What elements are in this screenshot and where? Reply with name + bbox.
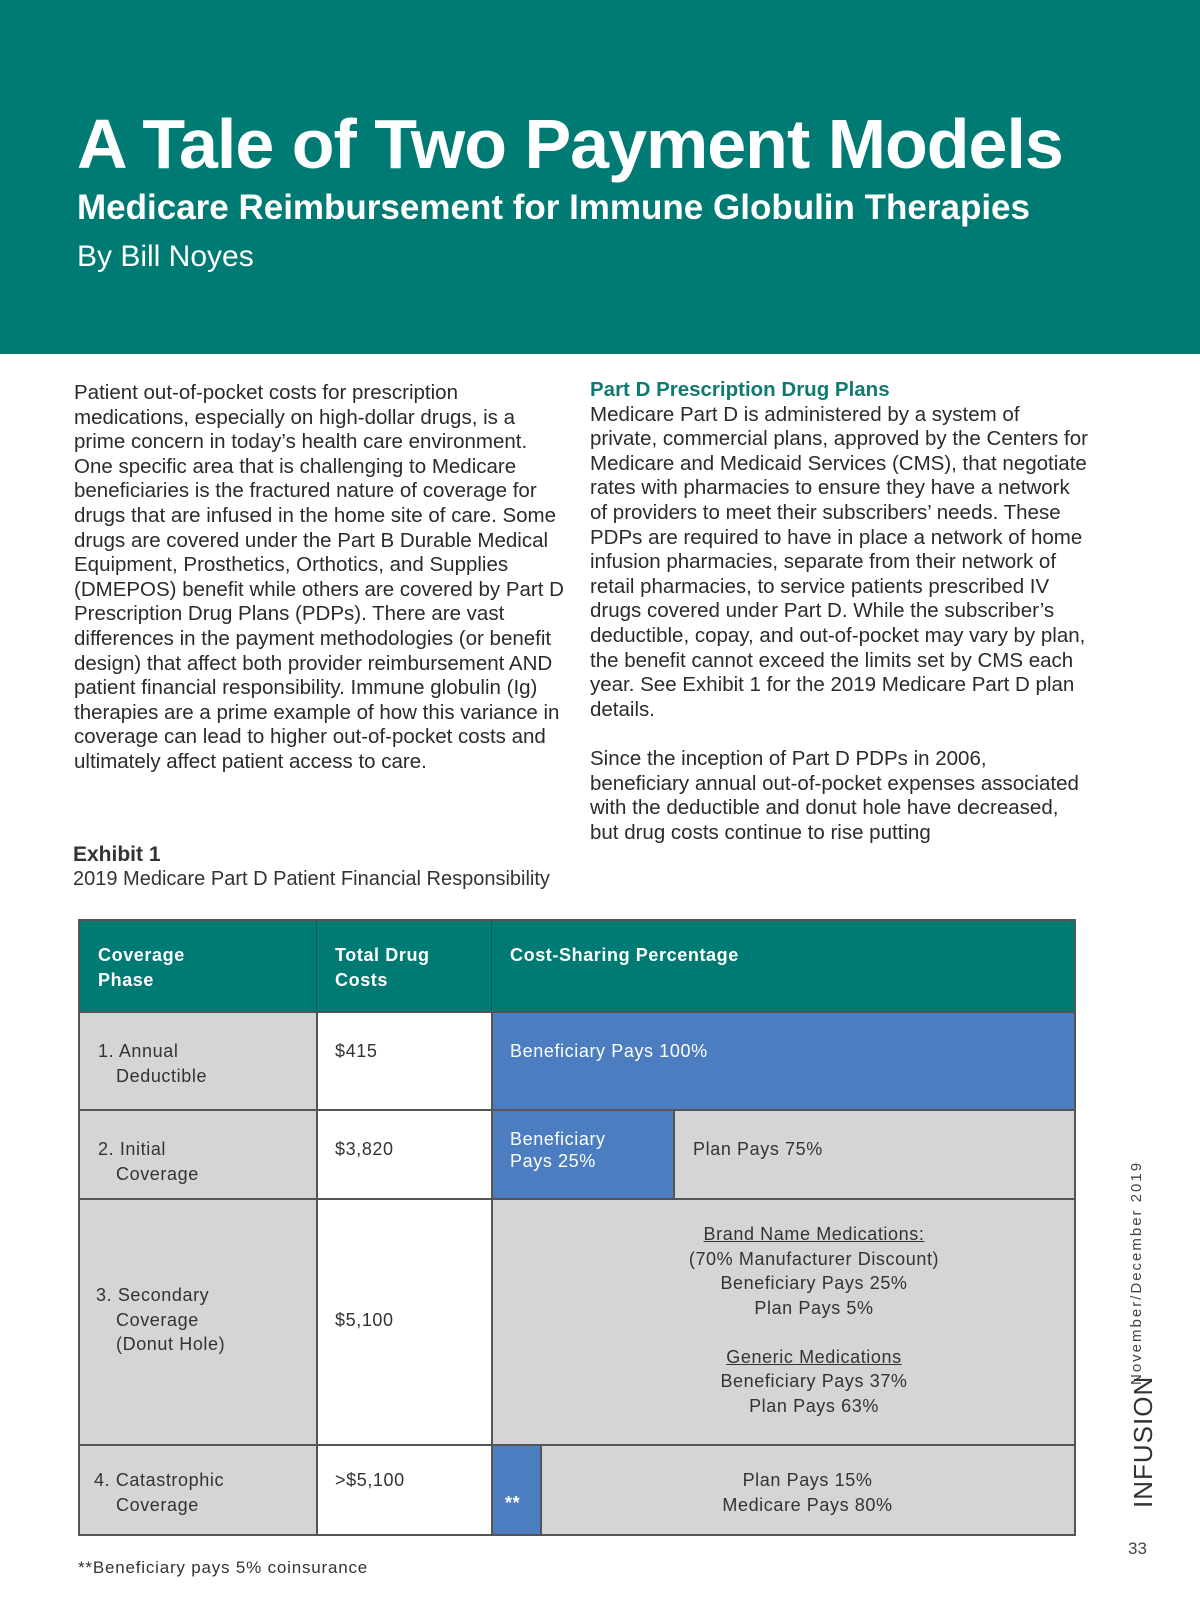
table-divider xyxy=(78,1444,1076,1446)
row3-cost-value: $5,100 xyxy=(335,1310,394,1330)
intro-paragraph: Patient out-of-pocket costs for prescription medications, especially on high-dollar drugs, is a prime concern in today’s health care environment. One specific area that is challenging to Medicare beneficiaries is the fractured nature of coverage for drugs that are infused in the home site of care. Some drugs are covered under the Part B Durable Medical Equipment, Prosthetics, Orthotics, and Supplies (DMEPOS) benefit while others are covered by Part D Prescription Drug Plans (PDPs). There are vast differences in the payment methodologies (or benefit design) that affect both provider reimbursement AND patient financial responsibility. Immune globulin (Ig) therapies are a prime example of how this variance in coverage can lead to higher out-of-pocket costs and ultimately affect patient access to care. xyxy=(74,381,564,773)
generic-plan-share: Plan Pays 63% xyxy=(749,1395,879,1416)
header-banner xyxy=(0,0,1200,354)
row3-phase-line2: Coverage xyxy=(116,1309,199,1330)
header-cost-sharing xyxy=(492,921,1074,1012)
byline: By Bill Noyes xyxy=(77,240,254,273)
page-title: A Tale of Two Payment Models xyxy=(77,105,1063,183)
row4-cost-value: >$5,100 xyxy=(335,1470,405,1490)
row1-share xyxy=(492,1013,1074,1110)
header-cost-line2: Costs xyxy=(335,969,389,990)
table-divider xyxy=(78,1198,1076,1200)
row1-cost xyxy=(317,1013,492,1110)
header-phase-line1: Coverage xyxy=(98,945,185,965)
row1-share-text: Beneficiary Pays 100% xyxy=(510,1041,708,1061)
row2-phase xyxy=(80,1111,317,1199)
page-subtitle: Medicare Reimbursement for Immune Globulin Therapies xyxy=(77,188,1030,227)
section-heading: Part D Prescription Drug Plans xyxy=(590,378,890,401)
inception-paragraph: Since the inception of Part D PDPs in 2006, beneficiary annual out-of-pocket expenses associated with the deductible and donut hole have decreased, but drug costs continue to rise putting xyxy=(590,746,1079,844)
issue-date: November/December 2019 xyxy=(1128,1160,1145,1385)
row3-share xyxy=(492,1200,1074,1445)
row4-marker-text: ** xyxy=(505,1493,521,1513)
row3-phase-line3: (Donut Hole) xyxy=(116,1334,226,1354)
brand-beneficiary-share: Beneficiary Pays 25% xyxy=(720,1273,908,1293)
header-share-label: Cost-Sharing Percentage xyxy=(510,945,739,965)
row2-beneficiary-share xyxy=(492,1111,674,1199)
brand-name-heading: Brand Name Medications: xyxy=(703,1224,925,1244)
row2-phase-line1: 2. Initial xyxy=(98,1139,167,1159)
table-divider xyxy=(316,1011,318,1536)
generic-beneficiary-share: Beneficiary Pays 37% xyxy=(720,1371,908,1391)
row4-plan-share: Plan Pays 15% xyxy=(742,1470,873,1490)
table-divider xyxy=(78,1011,1076,1013)
generic-heading: Generic Medications xyxy=(726,1346,902,1367)
row4-medicare-share: Medicare Pays 80% xyxy=(722,1494,893,1515)
row4-phase-line1: 4. Catastrophic xyxy=(94,1470,225,1490)
exhibit-caption: 2019 Medicare Part D Patient Financial Responsibility xyxy=(73,868,550,890)
row4-phase xyxy=(80,1446,317,1534)
right-column xyxy=(590,378,1090,845)
table-footnote: **Beneficiary pays 5% coinsurance xyxy=(78,1558,369,1577)
header-total-drug-costs xyxy=(317,921,492,1012)
table-divider xyxy=(673,1109,675,1200)
row2-beneficiary-line2: Pays 25% xyxy=(510,1151,596,1171)
table-divider xyxy=(491,1011,493,1536)
row4-phase-line2: Coverage xyxy=(116,1494,199,1515)
page-number: 33 xyxy=(1128,1539,1147,1558)
row2-beneficiary-line1: Beneficiary xyxy=(510,1129,606,1149)
brand-discount: (70% Manufacturer Discount) xyxy=(688,1248,940,1269)
table-divider xyxy=(540,1444,542,1536)
row1-cost-value: $415 xyxy=(335,1041,378,1061)
magazine-logo: INFUSION xyxy=(1128,1375,1158,1508)
row4-beneficiary-marker xyxy=(492,1446,540,1534)
row1-phase xyxy=(80,1013,317,1110)
row3-phase xyxy=(80,1200,317,1445)
row1-phase-line2: Deductible xyxy=(116,1065,208,1086)
exhibit-label: Exhibit 1 xyxy=(73,843,161,866)
row4-share xyxy=(541,1446,1074,1534)
part-d-paragraph: Medicare Part D is administered by a system of private, commercial plans, approved by the Centers for Medicare and Medicaid Services (CMS), that negotiate rates with pharmacies to ensure they have a network of providers to meet their subscribers’ needs. These PDPs are required to have in place a network of home infusion pharmacies, separate from their network of retail pharmacies, to service patients prescribed IV drugs covered under Part D. While the subscriber’s deductible, copay, and out-of-pocket may vary by plan, the benefit cannot exceed the limits set by CMS each year. See Exhibit 1 for the 2019 Medicare Part D plan details. xyxy=(590,402,1088,721)
row1-phase-line1: 1. Annual xyxy=(98,1041,179,1061)
brand-plan-share: Plan Pays 5% xyxy=(754,1297,874,1318)
row3-phase-line1: 3. Secondary xyxy=(96,1285,210,1305)
row2-plan-share xyxy=(675,1111,1074,1199)
header-phase-line2: Phase xyxy=(98,969,155,990)
row2-cost-value: $3,820 xyxy=(335,1139,394,1159)
row4-cost xyxy=(317,1446,492,1534)
row3-cost xyxy=(317,1200,492,1445)
header-cost-line1: Total Drug xyxy=(335,945,430,965)
row2-phase-line2: Coverage xyxy=(116,1163,199,1184)
left-column xyxy=(74,381,564,775)
table-divider xyxy=(78,1109,1076,1111)
row2-cost xyxy=(317,1111,492,1199)
header-coverage-phase xyxy=(80,921,317,1012)
row2-plan-text: Plan Pays 75% xyxy=(693,1139,823,1159)
